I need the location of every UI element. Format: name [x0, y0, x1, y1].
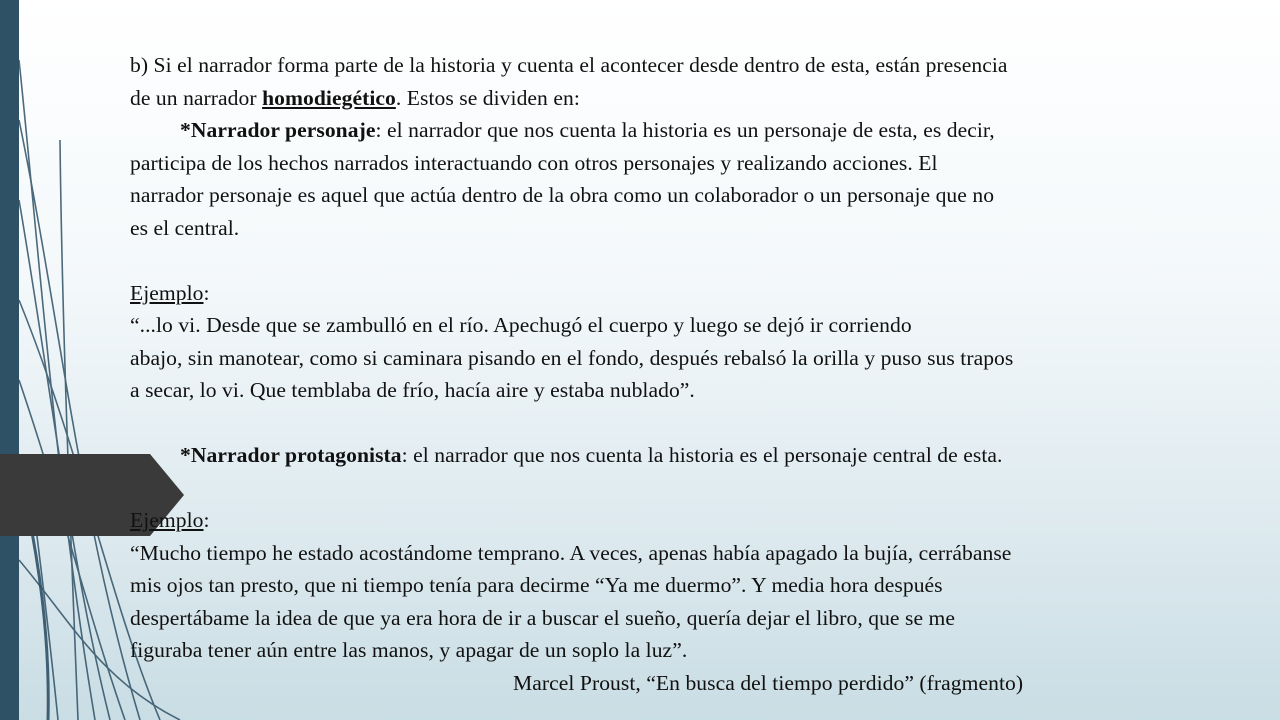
text-segment: : [203, 508, 210, 532]
example2-line2: mis ojos tan presto, que ni tiempo tenía para decirme “Ya me duermo”. Y media hora después [130, 573, 943, 597]
label-narrador-protagonista: *Narrador protagonista [180, 443, 402, 467]
spacer [130, 244, 1220, 277]
spacer [130, 407, 1220, 440]
example1-heading [130, 277, 1220, 310]
text-segment: : el narrador que nos cuenta la historia es un personaje de esta, es decir, [375, 118, 995, 142]
example-label: Ejemplo [130, 508, 204, 532]
slide-text [130, 49, 1220, 699]
spacer [130, 472, 1220, 505]
para1-line2 [130, 82, 1220, 115]
example1-line2: abajo, sin manotear, como si caminara pisando en el fondo, después rebalsó la orilla y puso sus trapos [130, 345, 1014, 370]
example2-line3: despertábame la idea de que ya era hora de ir a buscar el sueño, quería dejar el libro, que se me [130, 605, 956, 630]
personaje-line4: es el central. [130, 215, 240, 240]
example2-heading [130, 504, 1220, 537]
example2-line4: figuraba tener aún entre las manos, y apagar de un soplo la luz”. [130, 638, 688, 662]
personaje-line1 [130, 114, 1220, 147]
personaje-line3: narrador personaje es aquel que actúa dentro de la obra como un colaborador o un personaje que no [130, 183, 995, 207]
text-segment: : el narrador que nos cuenta la historia es el personaje central de esta. [401, 443, 1003, 467]
example1-line3: a secar, lo vi. Que temblaba de frío, hacía aire y estaba nublado”. [130, 378, 695, 402]
text-segment: de un narrador [130, 85, 263, 110]
example2-line1: “Mucho tiempo he estado acostándome temprano. A veces, apenas había apagado la bujía, cerrábanse [130, 540, 1012, 565]
label-narrador-personaje: *Narrador personaje [180, 118, 376, 142]
para1-line1: b) Si el narrador forma parte de la historia y cuenta el acontecer desde dentro de esta, están presencia [130, 53, 1008, 77]
example1-line1: “...lo vi. Desde que se zambulló en el río. Apechugó el cuerpo y luego se dejó ir corriendo [130, 313, 912, 337]
term-homodiegetico: homodiegético [262, 85, 396, 110]
personaje-line2: participa de los hechos narrados interactuando con otros personajes y realizando acciones. El [130, 150, 938, 175]
text-segment: . Estos se dividen en: [395, 85, 580, 110]
attribution: Marcel Proust, “En busca del tiempo perdido” (fragmento) [513, 670, 1024, 695]
text-segment: : [203, 280, 210, 305]
protagonista-line [130, 439, 1220, 472]
example-label: Ejemplo [130, 280, 204, 305]
